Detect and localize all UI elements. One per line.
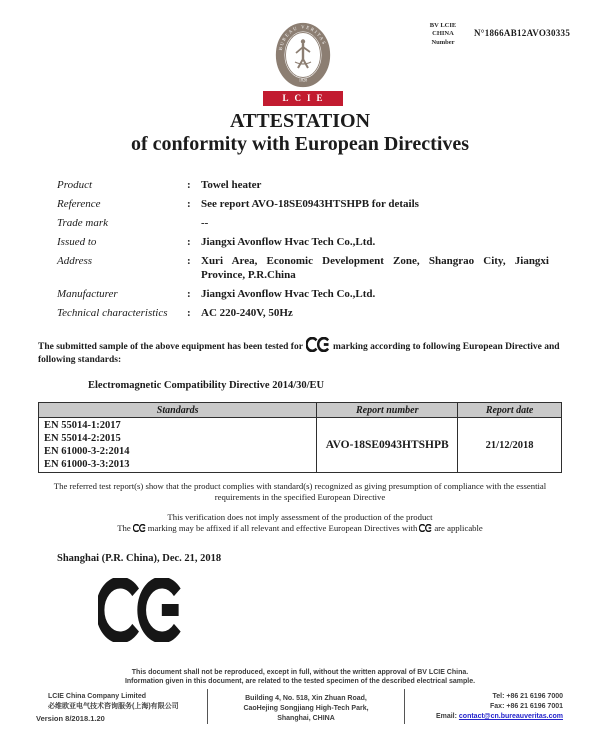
detail-row-address: Address : Xuri Area, Economic Development Zone, Shangrao City, Jiangxi Province, P.R.China <box>57 255 549 281</box>
detail-label: Issued to <box>57 236 97 248</box>
detail-label: Trade mark <box>57 217 109 229</box>
detail-row-reference: Reference : See report AVO-18SE0943HTSHPB for details <box>57 198 549 212</box>
detail-value: Towel heater <box>201 179 262 191</box>
footer-address-block: Building 4, No. 518, Xin Zhuan Road, CaoHejing Songjiang High-Tech Park, Shanghai, CHINA <box>207 689 405 724</box>
detail-row-product: Product : Towel heater <box>57 179 549 193</box>
footer-email-label: Email: <box>435 713 459 720</box>
directive-heading: Electromagnetic Compatibility Directive 2014/30/EU <box>88 380 325 391</box>
standards-table <box>38 402 562 473</box>
ce-mark-icon <box>98 578 184 642</box>
detail-value: AC 220-240V, 50Hz <box>201 306 293 319</box>
footer-company-block <box>35 689 207 724</box>
ce-mark-icon <box>306 337 330 352</box>
tested-statement: The submitted sample of the above equipment has been tested for marking according to following European Directive and following standards: <box>38 337 568 367</box>
report-number-cell: AVO-18SE0943HTSHPB <box>317 418 458 473</box>
footer-version: Version 8/2018.1.20 <box>36 714 105 723</box>
detail-value: Jiangxi Avonflow Hvac Tech Co.,Ltd. <box>201 236 376 248</box>
detail-row-trademark <box>57 217 549 231</box>
col-header-standards: Standards <box>39 403 317 418</box>
col-header-report-date: Report date <box>458 403 562 418</box>
verification-note: This verification does not imply assessment of the production of the product The marking may be affixed if all relevant and effective European Directives with are applicable <box>117 512 483 533</box>
detail-row-issued-to: Issued to : Jiangxi Avonflow Hvac Tech Co.,Ltd. <box>57 236 549 250</box>
footer-email-link[interactable]: contact@cn.bureauveritas.com <box>458 713 563 720</box>
detail-label: Technical characteristics <box>57 306 168 319</box>
detail-row-manufacturer: Manufacturer : Jiangxi Avonflow Hvac Tech Co.,Ltd. <box>57 288 549 302</box>
footer <box>35 689 565 724</box>
report-date-cell: 21/12/2018 <box>458 418 562 473</box>
detail-label: Manufacturer <box>57 287 118 300</box>
disclaimer: This document shall not be reproduced, except in full, without the written approval of BV LCIE China. Information given in this document, are related to the tested specimen of the described electrical sample. <box>124 669 476 685</box>
ce-mark-icon <box>133 524 146 532</box>
detail-value: Xuri Area, Economic Development Zone, Shangrao City, Jiangxi Province, P.R.China <box>201 255 549 281</box>
svg-text:BUREAU VERITAS: BUREAU VERITAS <box>277 24 328 51</box>
certificate-number: N°1866AB12AVO30335 <box>474 28 571 38</box>
svg-text:1828: 1828 <box>298 77 308 83</box>
table-row <box>39 418 562 473</box>
compliance-note: The referred test report(s) show that the product complies with standard(s) recognized as giving presumption of compliance with the essential requirements in the specified European Directive <box>53 481 547 502</box>
bv-lcie-china-number-label: BV LCIE CHINA Number <box>429 22 457 46</box>
col-header-report-number: Report number <box>317 403 458 418</box>
bureau-veritas-seal-icon <box>270 22 336 88</box>
footer-contact-block <box>405 689 565 724</box>
issue-place-date: Shanghai (P.R. China), Dec. 21, 2018 <box>57 553 222 564</box>
footer-company-name-cn: 必维欧亚电气技术咨询服务(上海)有限公司 <box>48 703 179 710</box>
footer-fax: Fax: +86 21 6196 7001 <box>490 703 563 710</box>
product-details <box>57 179 549 326</box>
document-title: ATTESTATION of conformity with European Directives <box>130 110 470 155</box>
standards-cell: EN 55014-1:2017 EN 55014-2:2015 EN 61000-3-2:2014 EN 61000-3-3:2013 <box>39 418 317 473</box>
ce-mark-icon <box>419 524 432 532</box>
detail-label: Product <box>57 179 93 191</box>
detail-value: -- <box>201 217 209 229</box>
bureau-veritas-seal <box>263 22 343 106</box>
detail-value: Jiangxi Avonflow Hvac Tech Co.,Ltd. <box>201 287 376 300</box>
seal-figure <box>295 39 311 68</box>
lcie-logo: LCIE <box>263 91 343 106</box>
detail-value: See report AVO-18SE0943HTSHPB for details <box>201 198 419 210</box>
footer-company-name: LCIE China Company Limited <box>48 693 147 700</box>
footer-tel: Tel: +86 21 6196 7000 <box>492 693 563 700</box>
detail-row-technical: Technical characteristics : AC 220-240V, 50Hz <box>57 307 549 321</box>
table-header-row <box>39 403 562 418</box>
detail-label: Reference <box>57 198 101 210</box>
detail-label: Address <box>57 255 93 267</box>
